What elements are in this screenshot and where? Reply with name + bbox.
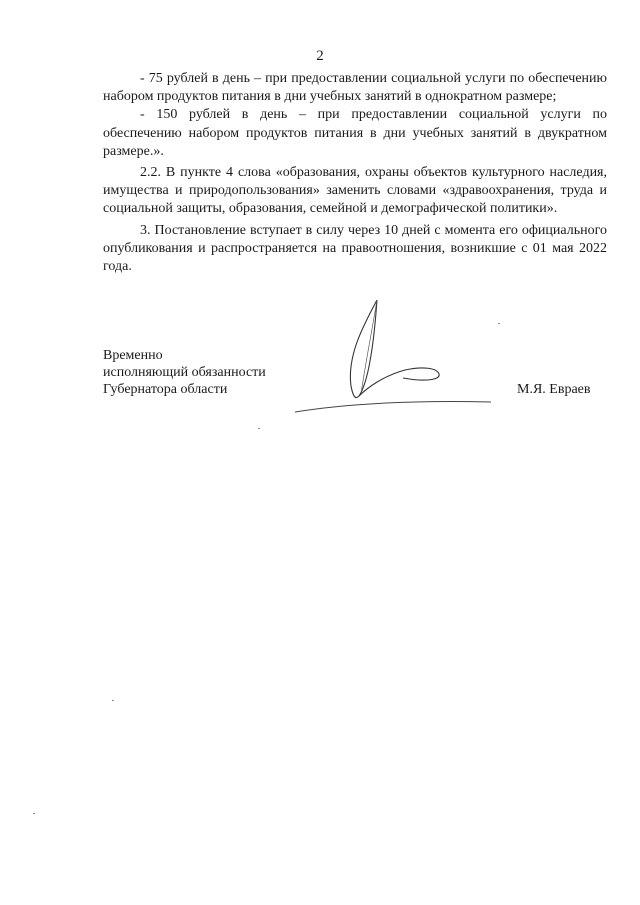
- paragraph-3: 3. Постановление вступает в силу через 10 дней с момента его официального опубликования и распространяется на правоотношения, возникшие с 01 мая 2022 года.: [103, 222, 607, 275]
- scan-speck: [498, 323, 500, 324]
- paragraph-2-2: 2.2. В пункте 4 слова «образования, охраны объектов культурного наследия, имущества и природопользования» заменить словами «здравоохранения, труда и социальной защиты, образования, семейной и демографической политики».: [103, 165, 607, 217]
- page-number: 2: [316, 48, 324, 64]
- paragraph-rate-75: - 75 рублей в день – при предоставлении социальной услуги по обеспечению набором продуктов питания в дни учебных занятий в однократном размере;: [103, 71, 607, 105]
- signatory-title: [103, 347, 266, 398]
- handwritten-signature: [285, 296, 500, 421]
- signer-name: М.Я. Евраев: [517, 382, 591, 397]
- paragraph-rate-150: - 150 рублей в день – при предоставлении социальной услуги по обеспечению набором продуктов питания в дни учебных занятий в двукратном размере.».: [103, 107, 607, 159]
- signatory-title-line-1: Временно: [103, 348, 163, 363]
- scan-speck: [258, 428, 260, 429]
- signatory-title-line-2: исполняющий обязанности: [103, 365, 266, 380]
- signatory-title-line-3: Губернатора области: [103, 382, 228, 397]
- scan-speck: [112, 700, 114, 701]
- scan-speck: [33, 813, 35, 814]
- document-body: [103, 70, 607, 276]
